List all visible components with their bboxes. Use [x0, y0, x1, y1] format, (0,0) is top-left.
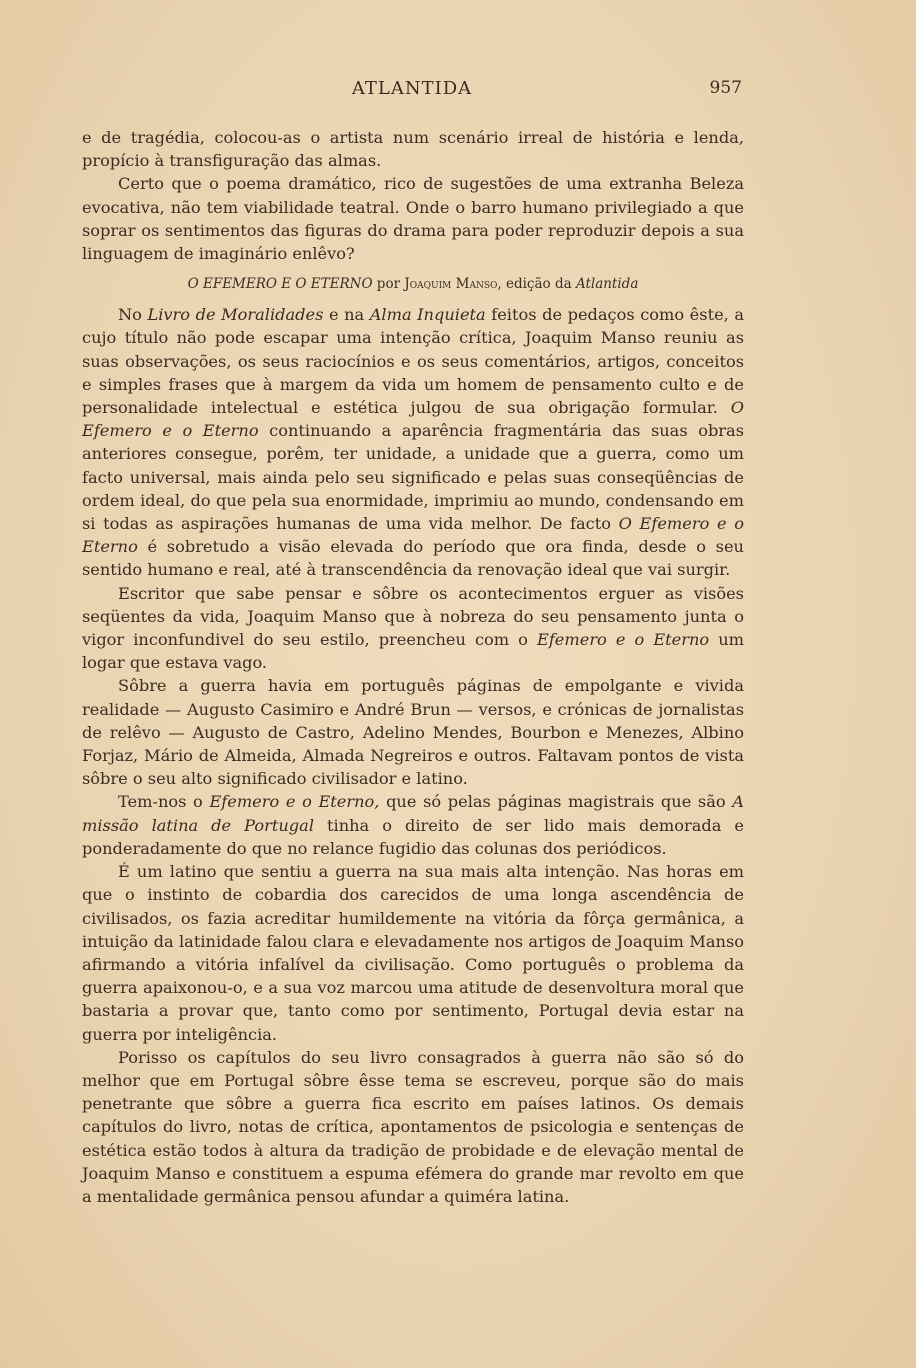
review-edition: , edição da: [497, 276, 576, 293]
p4-a: Escritor que sabe pensar e sôbre os acontecimentos erguer as visões seqüentes da vida, Joaquim Manso que à nobreza do seu pensamento junta o vigor inconfundivel do seu estilo, preencheu com o: [82, 583, 744, 650]
p4-b: Efemero e o Eterno: [537, 630, 710, 650]
running-title: ATLANTIDA: [351, 78, 473, 99]
p6-d: A missão latina de Portugal: [82, 792, 744, 835]
p3-a: No: [118, 305, 148, 325]
paragraph-2: Certo que o poema dramático, rico de sugestões de uma extranha Beleza evocativa, não tem viabilidade teatral. Onde o barro humano privilegiado a que soprar os sentimentos das figuras do drama para poder reproduzir depois a sua linguagem de imaginário enlêvo?: [82, 174, 744, 264]
p6-b: Efemero e o Eterno,: [209, 792, 380, 812]
review-by: por: [372, 276, 405, 293]
p3-d: Alma Inquieta: [369, 305, 486, 325]
p3-c: e na: [323, 305, 370, 325]
review-publisher: Atlantida: [575, 276, 639, 293]
page-number: 957: [709, 78, 742, 98]
p3-b: Livro de Moralidades: [147, 305, 324, 325]
p3-e: feitos de pedaços como êste, a cujo título não pode escapar uma intenção crítica, Joaquim Manso reuniu as suas observações, os seus raciocínios e os seus comentários, artigos, conceitos e simples frases que à margem da vida um homem de pensamento culto e de personalidade intelectual e estética julgou de sua obrigação formular.: [82, 305, 745, 418]
p4-c: um logar que estava vago.: [82, 630, 745, 673]
review-book-title: O EFEMERO E O ETERNO: [187, 276, 373, 293]
p3-g: continuando a aparência fragmentária das suas obras anteriores consegue, porêm, ter unidade, a unidade que a guerra, como um facto universal, mais ainda pelo seu significado e pelas suas conseqüências de ordem ideal, do que pela sua enormidade, imprimiu ao mundo, condensando em si todas as aspirações humanas de uma vida melhor. De facto: [82, 421, 744, 534]
p3-f: O Efemero e o Eterno: [82, 398, 744, 441]
paragraph-1: e de tragédia, colocou-as o artista num scenário irreal de história e lenda, propício à transfiguração das almas.: [82, 128, 744, 171]
paragraph-3: [82, 303, 744, 581]
body-text: [82, 126, 744, 1208]
p3-h: O Efemero e o Eterno: [82, 514, 744, 557]
paragraph-4: [82, 582, 744, 675]
paragraph-7: É um latino que sentiu a guerra na sua mais alta intenção. Nas horas em que o instinto de cobardia dos carecidos de uma longa ascendência de civilisados, os fazia acreditar humildemente na vitória da fôrça germânica, a intuição da latinidade falou clara e elevadamente nos artigos de Joaquim Manso afirmando a vitória infalível da civilisação. Como português o problema da guerra apaixonou-o, e a sua voz marcou uma atitude de desenvoltura moral que bastaria a provar que, tanto como por sentimento, Portugal devia estar na guerra por inteligência.: [82, 862, 744, 1044]
paragraph-8: Porisso os capítulos do seu livro consagrados à guerra não são só do melhor que em Portugal sôbre êsse tema se escreveu, porque são do mais penetrante que sôbre a guerra fica escrito em países latinos. Os demais capítulos do livro, notas de crítica, apontamentos de psicologia e sentenças de estética estão todos à altura da tradição de probidade e de elevação mental de Joaquim Manso e constituem a espuma efémera do grande mar revolto em que a mentalidade germânica pensou afundar a quiméra latina.: [82, 1047, 744, 1206]
p3-i: é sobretudo a visão elevada do período que ora finda, desde o seu sentido humano e real, até à transcendência da renovação ideal que vai surgir.: [82, 537, 744, 580]
paragraph-6: [82, 790, 744, 860]
review-heading: [82, 274, 744, 294]
p6-a: Tem-nos o: [118, 792, 210, 812]
p6-c: que só pelas páginas magistrais que são: [379, 792, 733, 812]
review-author: Joaquim Manso: [404, 276, 498, 293]
p6-e: tinha o direito de ser lido mais demorada e ponderadamente do que no relance fugidio das colunas dos periódicos.: [82, 815, 745, 858]
page-header: [82, 78, 742, 108]
paragraph-5: Sôbre a guerra havia em português páginas de empolgante e vivida realidade — Augusto Casimiro e André Brun — versos, e crónicas de jornalistas de relêvo — Augusto de Castro, Adelino Mendes, Bourbon e Menezes, Albino Forjaz, Mário de Almeida, Almada Negreiros e outros. Faltavam pontos de vista sôbre o seu alto significado civilisador e latino.: [82, 676, 744, 789]
